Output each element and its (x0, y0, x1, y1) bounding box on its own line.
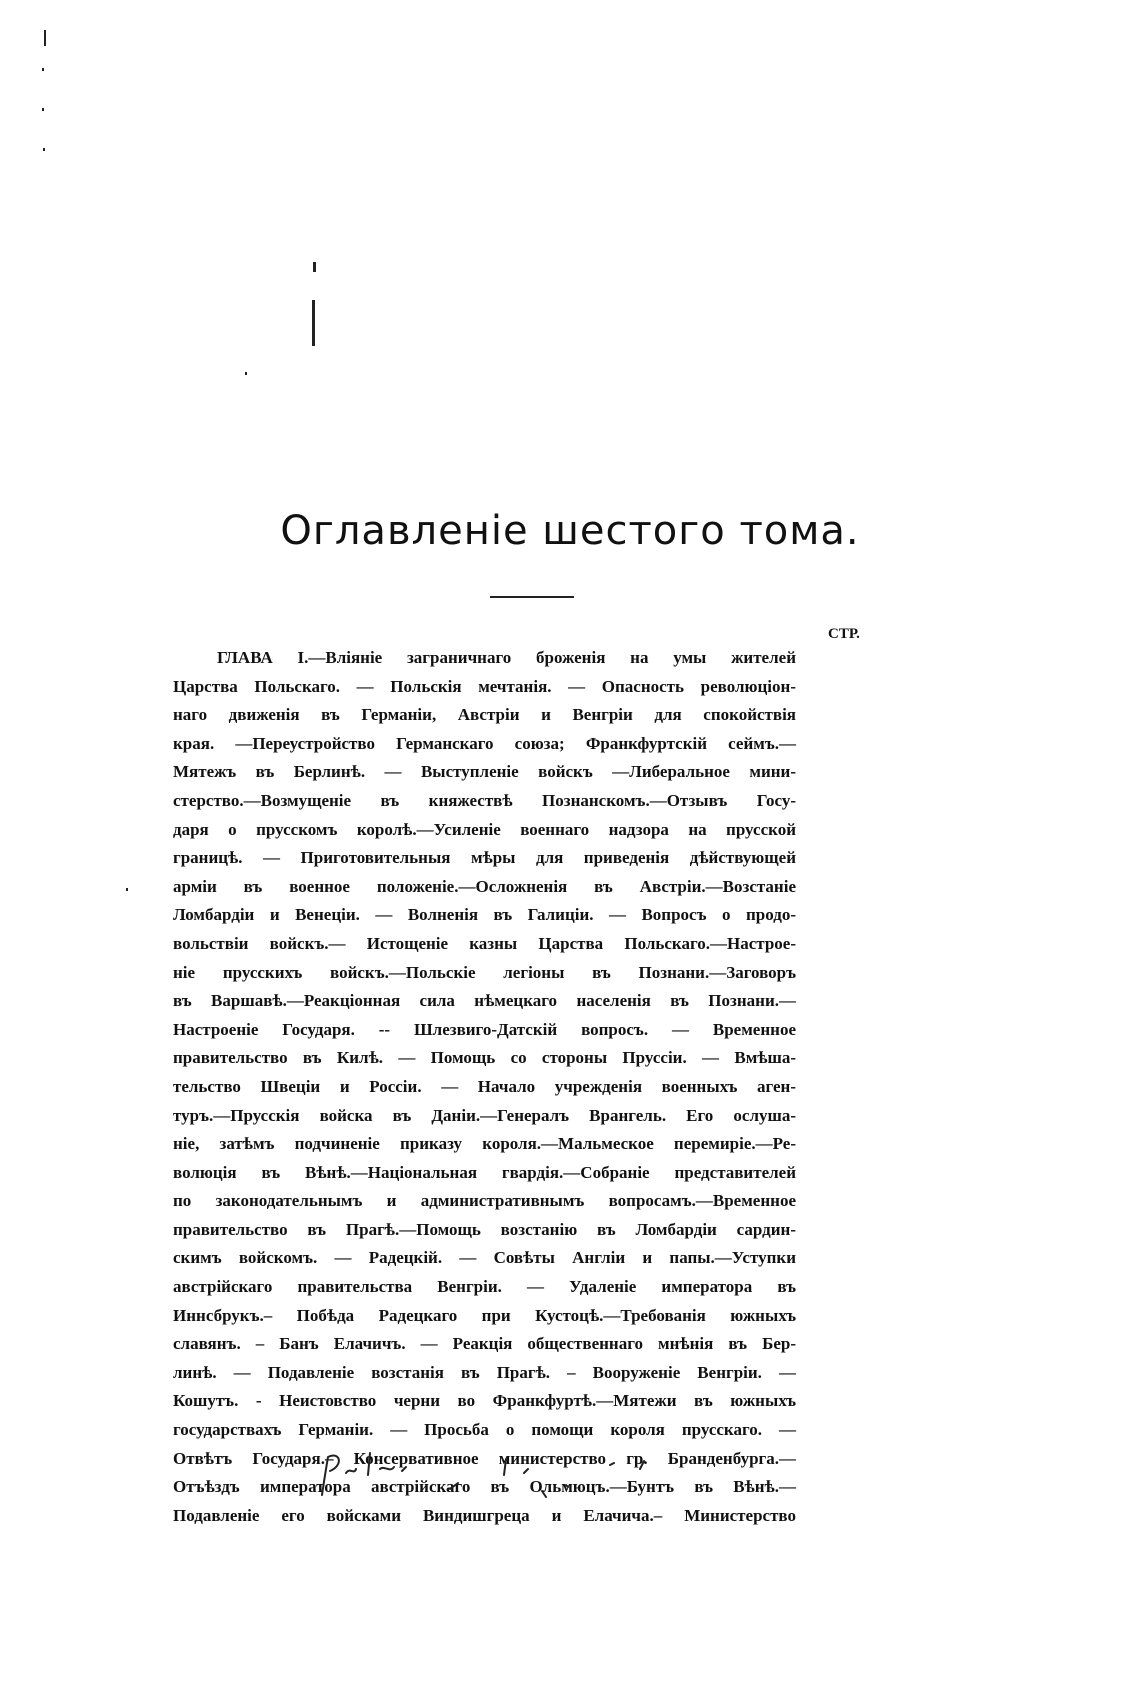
scan-mark (313, 262, 316, 272)
scan-speck (245, 372, 247, 375)
toc-line: туръ.—Прусскія войска въ Даніи.—Генералъ Врангель. Его ослуша- (173, 1105, 796, 1125)
toc-line: тельство Швеціи и Россіи. — Начало учрежденія военныхъ аген- (173, 1076, 796, 1096)
toc-line: австрійскаго правительства Венгріи. — Удаленіе императора въ (173, 1277, 796, 1297)
toc-line: славянъ. – Банъ Елачичъ. — Реакція общественнаго мнѣнія въ Бер- (173, 1334, 796, 1354)
scan-mark (44, 30, 46, 46)
page-title: Оглавленіе шестого тома. (280, 508, 860, 554)
toc-line: Подавленіе его войсками Виндишгреца и Елачича.– Министерство (173, 1505, 796, 1525)
toc-line: наго движенія въ Германіи, Австріи и Венгріи для спокойствія (173, 705, 796, 725)
scan-speck (42, 68, 44, 71)
toc-line: даря о прусскомъ королѣ.—Усиленіе военнаго надзора на прусской (173, 819, 796, 839)
toc-line: правительство въ Килѣ. — Помощь со стороны Пруссіи. — Вмѣша- (173, 1048, 796, 1068)
toc-line: волюція въ Вѣнѣ.—Національная гвардія.—Собраніе представителей (173, 1162, 796, 1182)
toc-line: ГЛАВА I.—Вліяніе заграничнаго броженія на умы жителей (217, 648, 796, 667)
toc-line: государствахъ Германіи. — Просьба о помощи короля прусскаго. — (173, 1420, 796, 1440)
title-divider (490, 596, 574, 598)
toc-line: Мятежъ въ Берлинѣ. — Выступленіе войскъ —Либеральное мини- (173, 762, 796, 782)
scan-speck (42, 108, 44, 111)
toc-line: Царства Польскаго. — Польскія мечтанія. — Опасность революціон- (173, 676, 796, 696)
toc-line: по законодательнымъ и административнымъ вопросамъ.—Временное (173, 1191, 796, 1211)
toc-line: стерство.—Возмущеніе въ княжествѣ Познанскомъ.—Отзывъ Госу- (173, 790, 796, 810)
toc-line: ніе, затѣмъ подчиненіе приказу короля.—Мальмеское перемиріе.—Ре- (173, 1134, 796, 1154)
toc-line: края. —Переустройство Германскаго союза; Франкфуртскій сеймъ.— (173, 733, 796, 753)
toc-line: въ Варшавѣ.—Реакціонная сила нѣмецкаго населенія въ Познани.— (173, 991, 796, 1011)
toc-line: Отъѣздъ императора австрійскаго въ Ольмюцъ.—Бунтъ въ Вѣнѣ.— (173, 1477, 796, 1497)
scan-speck (43, 148, 45, 151)
toc-line: вольствіи войскъ.— Истощеніе казны Царства Польскаго.—Настрое- (173, 933, 796, 953)
toc-line: ніе прусскихъ войскъ.—Польскіе легіоны въ Познани.—Заговоръ (173, 962, 796, 982)
toc-line: Настроеніе Государя. -- Шлезвиго-Датскій вопросъ. — Временное (173, 1019, 796, 1039)
toc-line: Иннсбрукъ.– Побѣда Радецкаго при Кустоцѣ.—Требованія южныхъ (173, 1305, 796, 1325)
handwritten-scribble (310, 1445, 710, 1515)
toc-line: границѣ. — Приготовительныя мѣры для приведенія дѣйствующей (173, 848, 796, 868)
toc-line: правительство въ Прагѣ.—Помощь возстанію въ Ломбардіи сардин- (173, 1219, 796, 1239)
toc-line: Кошутъ. - Неистовство черни во Франкфуртѣ.—Мятежи въ южныхъ (173, 1391, 796, 1411)
toc-line: арміи въ военное положеніе.—Осложненія въ Австріи.—Возстаніе (173, 876, 796, 896)
scan-speck (126, 888, 128, 891)
toc-line: линѣ. — Подавленіе возстанія въ Прагѣ. – Вооруженіе Венгріи. — (173, 1362, 796, 1382)
toc-line: Отвѣтъ Государя.– Консервативное министерство гр. Бранденбурга.— (173, 1448, 796, 1468)
scan-mark (312, 300, 315, 346)
toc-line: Ломбардіи и Венеціи. — Волненія въ Галиціи. — Вопросъ о продо- (173, 905, 796, 925)
chapter-contents (173, 644, 796, 1530)
toc-line: скимъ войскомъ. — Радецкій. — Совѣты Англіи и папы.—Уступки (173, 1248, 796, 1268)
page-number-column-label: СТР. (828, 626, 860, 642)
